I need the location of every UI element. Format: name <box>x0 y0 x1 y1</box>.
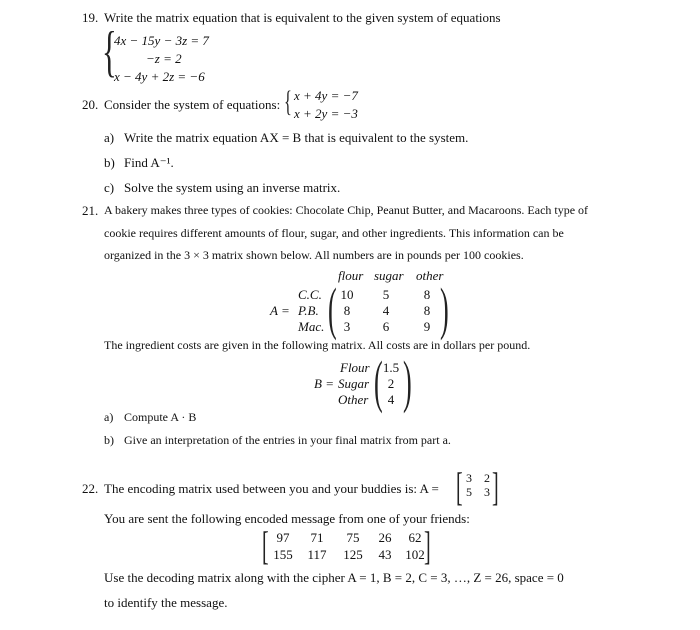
q20-eq-2: x + 2y = −3 <box>294 106 358 121</box>
q20-part-c-label: c) <box>104 180 115 195</box>
q20-part-a-label: a) <box>104 130 115 145</box>
matrix-a-header-sugar: sugar <box>374 268 404 283</box>
q21-part-b-label: b) <box>104 433 114 447</box>
matrix-b-cell: 1.5 <box>382 360 400 375</box>
message-matrix-cell: 71 <box>310 530 324 545</box>
q20-part-c-text: Solve the system using an inverse matrix. <box>124 180 341 195</box>
q20-eq-1: x + 4y = −7 <box>294 88 358 103</box>
q20-part-b-text: Find A⁻¹. <box>124 155 174 170</box>
matrix-a-cell: 10 <box>340 287 354 302</box>
matrix-a-cell: 3 <box>343 319 351 334</box>
matrix-a-left-paren: ( <box>328 276 337 341</box>
q20-number: 20. <box>82 97 99 112</box>
q20-part-a-text: Write the matrix equation AX = B that is equivalent to the system. <box>124 130 469 145</box>
matrix-a-header-flour: flour <box>338 268 364 283</box>
q20-part-b-label: b) <box>104 155 115 170</box>
q20-text: Consider the system of equations: <box>104 97 281 112</box>
matrix-b-right-paren: ) <box>403 349 412 414</box>
message-matrix-cell: 117 <box>307 547 327 562</box>
q21-cost-text: The ingredient costs are given in the following matrix. All costs are in dollars per pound. <box>104 338 531 352</box>
matrix-b-cell: 2 <box>387 376 395 391</box>
q21-line-1: A bakery makes three types of cookies: Chocolate Chip, Peanut Butter, and Macaroons. Each type of <box>104 203 589 217</box>
matrix-b-left-paren: ( <box>374 349 383 414</box>
encoding-matrix-left-bracket: [ <box>456 464 463 509</box>
message-matrix-cell: 75 <box>346 530 360 545</box>
q22-decode-line-2: to identify the message. <box>104 595 228 610</box>
matrix-a-cell: 6 <box>382 319 390 334</box>
message-matrix-cell: 43 <box>378 547 392 562</box>
matrix-b-row-label-sugar: Sugar <box>338 376 370 391</box>
matrix-a-cell: 8 <box>423 303 431 318</box>
message-matrix-cell: 62 <box>408 530 422 545</box>
message-matrix-cell: 97 <box>276 530 290 545</box>
matrix-a-right-paren: ) <box>440 276 449 341</box>
matrix-b-row-label-flour: Flour <box>340 360 370 375</box>
q21-part-a-text: Compute A · B <box>124 410 197 424</box>
encoding-matrix-cell: 3 <box>466 471 472 485</box>
message-matrix-cell: 26 <box>378 530 392 545</box>
message-matrix-cell: 155 <box>273 547 293 562</box>
matrix-a-cell: 9 <box>423 319 431 334</box>
matrix-a-header-other: other <box>416 268 444 283</box>
matrix-a-cell: 5 <box>382 287 390 302</box>
encoding-matrix-cell: 5 <box>466 485 472 499</box>
q19-text: Write the matrix equation that is equivalent to the given system of equations <box>104 10 501 25</box>
q22-text: The encoding matrix used between you and your buddies is: A = <box>104 481 439 496</box>
message-matrix-left-bracket: [ <box>262 523 269 568</box>
matrix-a-row-label-cc: C.C. <box>298 287 322 302</box>
encoding-matrix-cell: 2 <box>484 471 490 485</box>
matrix-b-name: B = <box>314 376 334 391</box>
message-matrix-cell: 125 <box>343 547 363 562</box>
matrix-a-name: A = <box>270 303 290 318</box>
q21-part-a-label: a) <box>104 410 114 424</box>
matrix-a-row-label-pb: P.B. <box>298 303 319 318</box>
q21-part-b-text: Give an interpretation of the entries in your final matrix from part a. <box>124 433 451 447</box>
q20-brace: { <box>284 85 292 118</box>
q19-eq-1: 4x − 15y − 3z = 7 <box>114 33 209 48</box>
matrix-a-cell: 4 <box>382 303 390 318</box>
q22-number: 22. <box>82 481 99 496</box>
q22-received-text: You are sent the following encoded message from one of your friends: <box>104 511 470 526</box>
message-matrix-cell: 102 <box>405 547 425 562</box>
q19-number: 19. <box>82 10 99 25</box>
q21-number: 21. <box>82 203 99 218</box>
q19-eq-2: −z = 2 <box>146 51 182 66</box>
q19-eq-3: x − 4y + 2z = −6 <box>114 69 205 84</box>
q19-brace: { <box>102 21 117 83</box>
encoding-matrix-right-bracket: ] <box>492 464 499 509</box>
q21-line-3: organized in the 3 × 3 matrix shown below. All numbers are in pounds per 100 cookies. <box>104 248 524 262</box>
matrix-a-cell: 8 <box>423 287 431 302</box>
message-matrix-right-bracket: ] <box>424 523 431 568</box>
encoding-matrix-cell: 3 <box>484 485 490 499</box>
matrix-a-cell: 8 <box>343 303 351 318</box>
matrix-a-row-label-mac: Mac. <box>298 319 325 334</box>
q22-decode-line-1: Use the decoding matrix along with the cipher A = 1, B = 2, C = 3, …, Z = 26, space = 0 <box>104 570 564 585</box>
matrix-b-row-label-other: Other <box>338 392 369 407</box>
q21-line-2: cookie requires different amounts of flour, sugar, and other ingredients. This information can be <box>104 226 564 240</box>
matrix-b-cell: 4 <box>387 392 395 407</box>
